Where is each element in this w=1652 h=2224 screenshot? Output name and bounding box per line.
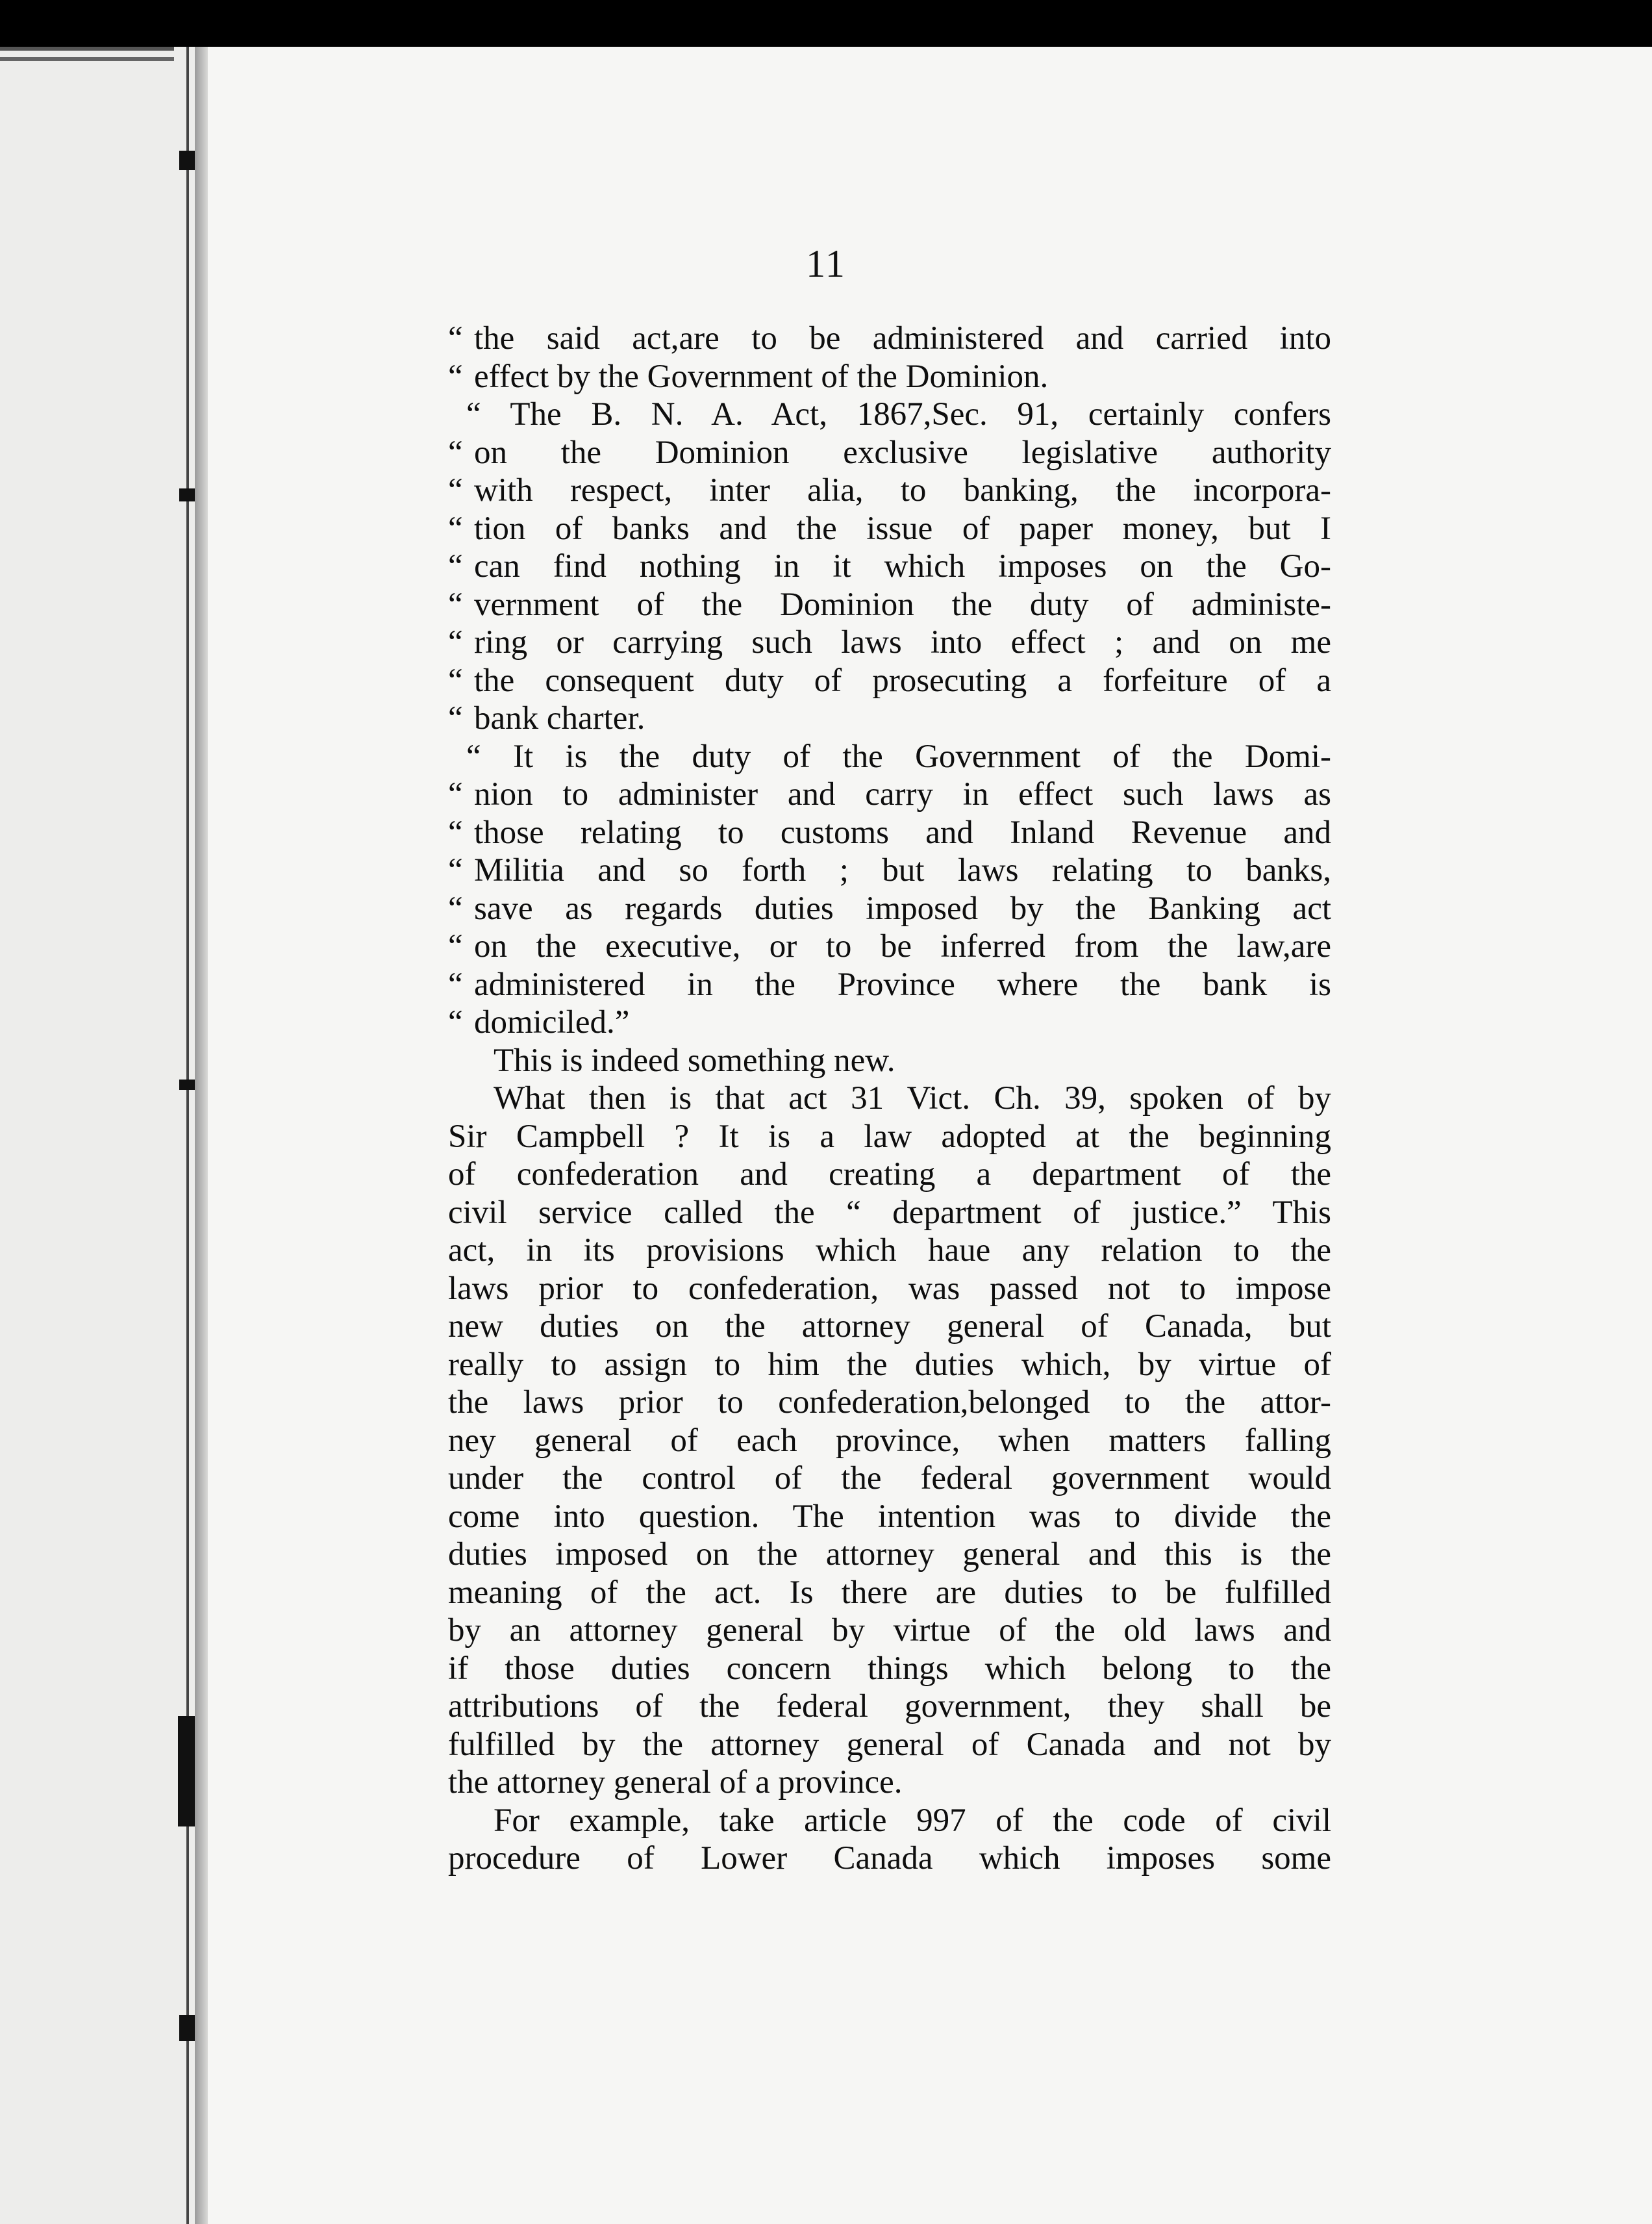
line-text: the laws prior to confederation,belonged to the attor- <box>448 1384 1331 1421</box>
text-line <box>448 1839 1331 1878</box>
text-line <box>448 1687 1331 1726</box>
line-text: “ It is the duty of the Government of the Domi- <box>466 738 1331 775</box>
line-text: under the control of the federal government would <box>448 1460 1331 1497</box>
line-text: What then is that act 31 Vict. Ch. 39, spoken of by <box>494 1080 1331 1117</box>
line-text: tion of banks and the issue of paper money, but I <box>474 510 1331 547</box>
text-line <box>448 1232 1331 1270</box>
line-text: can find nothing in it which imposes on the Go- <box>474 548 1331 585</box>
line-text: attributions of the federal government, they shall be <box>448 1688 1331 1725</box>
line-text: vernment of the Dominion the duty of administe- <box>474 586 1331 623</box>
line-text: fulfilled by the attorney general of Canada and not by <box>448 1726 1331 1763</box>
text-line <box>448 320 1331 358</box>
quote-mark: “ <box>448 662 463 699</box>
text-line <box>448 852 1331 890</box>
text-line <box>448 1004 1331 1042</box>
page-edge-line <box>0 57 174 61</box>
line-text: bank charter. <box>474 700 645 737</box>
line-text: For example, take article 997 of the code of civil <box>494 1802 1331 1839</box>
text-line <box>448 1118 1331 1156</box>
text-line <box>448 472 1331 510</box>
line-text: effect by the Government of the Dominion. <box>474 358 1049 395</box>
quote-mark: “ <box>448 890 463 927</box>
line-text: on the executive, or to be inferred from the law,are <box>474 928 1331 965</box>
page-edge-line <box>0 47 174 51</box>
text-line <box>448 1611 1331 1650</box>
text-line <box>448 1156 1331 1194</box>
line-text: meaning of the act. Is there are duties to be fulfilled <box>448 1574 1331 1611</box>
text-line <box>448 586 1331 624</box>
text-line <box>448 966 1331 1004</box>
line-text: This is indeed something new. <box>494 1042 895 1079</box>
quote-mark: “ <box>448 624 463 661</box>
text-line <box>448 624 1331 662</box>
binding-stitch-mark <box>179 1080 196 1090</box>
text-line <box>448 1498 1331 1536</box>
body-text <box>448 320 1331 1878</box>
text-line <box>448 396 1331 434</box>
line-text: Sir Campbell ? It is a law adopted at the beginning <box>448 1118 1331 1155</box>
text-line <box>448 1422 1331 1460</box>
text-line <box>448 434 1331 472</box>
page-binding-shadow <box>195 47 208 2224</box>
quote-mark: “ <box>448 852 463 889</box>
text-line <box>448 1194 1331 1232</box>
line-text: those relating to customs and Inland Revenue and <box>474 814 1331 851</box>
text-line <box>448 700 1331 738</box>
line-text: act, in its provisions which haue any relation to the <box>448 1232 1331 1269</box>
quote-mark: “ <box>448 548 463 585</box>
text-line <box>448 1650 1331 1688</box>
line-text: duties imposed on the attorney general and this is the <box>448 1536 1331 1573</box>
line-text: come into question. The intention was to divide the <box>448 1498 1331 1535</box>
line-text: ring or carrying such laws into effect ; and on me <box>474 624 1331 661</box>
text-line <box>448 662 1331 700</box>
scanned-page <box>0 47 1652 2224</box>
binding-gutter-line <box>186 47 189 2224</box>
line-text: of confederation and creating a department of the <box>448 1156 1331 1193</box>
line-text: the attorney general of a province. <box>448 1764 903 1801</box>
binding-stitch-mark <box>179 2015 196 2041</box>
text-line <box>448 510 1331 548</box>
quote-mark: “ <box>448 510 463 547</box>
quote-mark: “ <box>448 776 463 813</box>
quote-mark: “ <box>448 966 463 1003</box>
line-text: by an attorney general by virtue of the old laws and <box>448 1612 1331 1649</box>
text-line <box>448 890 1331 928</box>
facing-page-margin <box>0 47 196 2224</box>
text-line <box>448 1270 1331 1308</box>
line-text: civil service called the “ department of justice.” This <box>448 1194 1331 1231</box>
text-line <box>448 1346 1331 1384</box>
line-text: nion to administer and carry in effect such laws as <box>474 776 1331 813</box>
line-text: laws prior to confederation, was passed not to impose <box>448 1270 1331 1307</box>
text-line <box>448 738 1331 776</box>
line-text: Militia and so forth ; but laws relating to banks, <box>474 852 1331 889</box>
text-line <box>448 1535 1331 1574</box>
text-line <box>448 1763 1331 1802</box>
binding-stitch-mark <box>179 488 196 501</box>
quote-mark: “ <box>448 320 463 357</box>
line-text: with respect, inter alia, to banking, the incorpora- <box>474 472 1331 509</box>
line-text: if those duties concern things which belong to the <box>448 1650 1331 1687</box>
text-line <box>448 548 1331 586</box>
text-line <box>448 1042 1331 1080</box>
line-text: procedure of Lower Canada which imposes some <box>448 1840 1331 1876</box>
quote-mark: “ <box>448 1004 463 1041</box>
text-line <box>448 814 1331 852</box>
text-line <box>448 358 1331 396</box>
line-text: the said act,are to be administered and carried into <box>474 320 1331 357</box>
line-text: domiciled.” <box>474 1004 630 1041</box>
line-text: new duties on the attorney general of Canada, but <box>448 1308 1331 1345</box>
text-line <box>448 1460 1331 1498</box>
text-line <box>448 776 1331 814</box>
text-line <box>448 1384 1331 1422</box>
line-text: the consequent duty of prosecuting a forfeiture of a <box>474 662 1331 699</box>
quote-mark: “ <box>448 434 463 471</box>
quote-mark: “ <box>448 358 463 395</box>
text-line <box>448 928 1331 966</box>
text-line <box>448 1308 1331 1346</box>
text-line <box>448 1574 1331 1612</box>
line-text: ney general of each province, when matters falling <box>448 1422 1331 1459</box>
quote-mark: “ <box>448 700 463 737</box>
text-line <box>448 1726 1331 1764</box>
quote-mark: “ <box>448 586 463 623</box>
line-text: administered in the Province where the bank is <box>474 966 1331 1003</box>
page-number: 11 <box>806 242 846 285</box>
line-text: “ The B. N. A. Act, 1867,Sec. 91, certainly confers <box>466 396 1331 433</box>
binding-stitch-mark <box>179 151 196 170</box>
quote-mark: “ <box>448 814 463 851</box>
line-text: really to assign to him the duties which, by virtue of <box>448 1346 1331 1383</box>
text-line <box>448 1802 1331 1840</box>
text-line <box>448 1080 1331 1118</box>
quote-mark: “ <box>448 928 463 965</box>
quote-mark: “ <box>448 472 463 509</box>
line-text: on the Dominion exclusive legislative authority <box>474 434 1331 471</box>
line-text: save as regards duties imposed by the Banking act <box>474 890 1331 927</box>
